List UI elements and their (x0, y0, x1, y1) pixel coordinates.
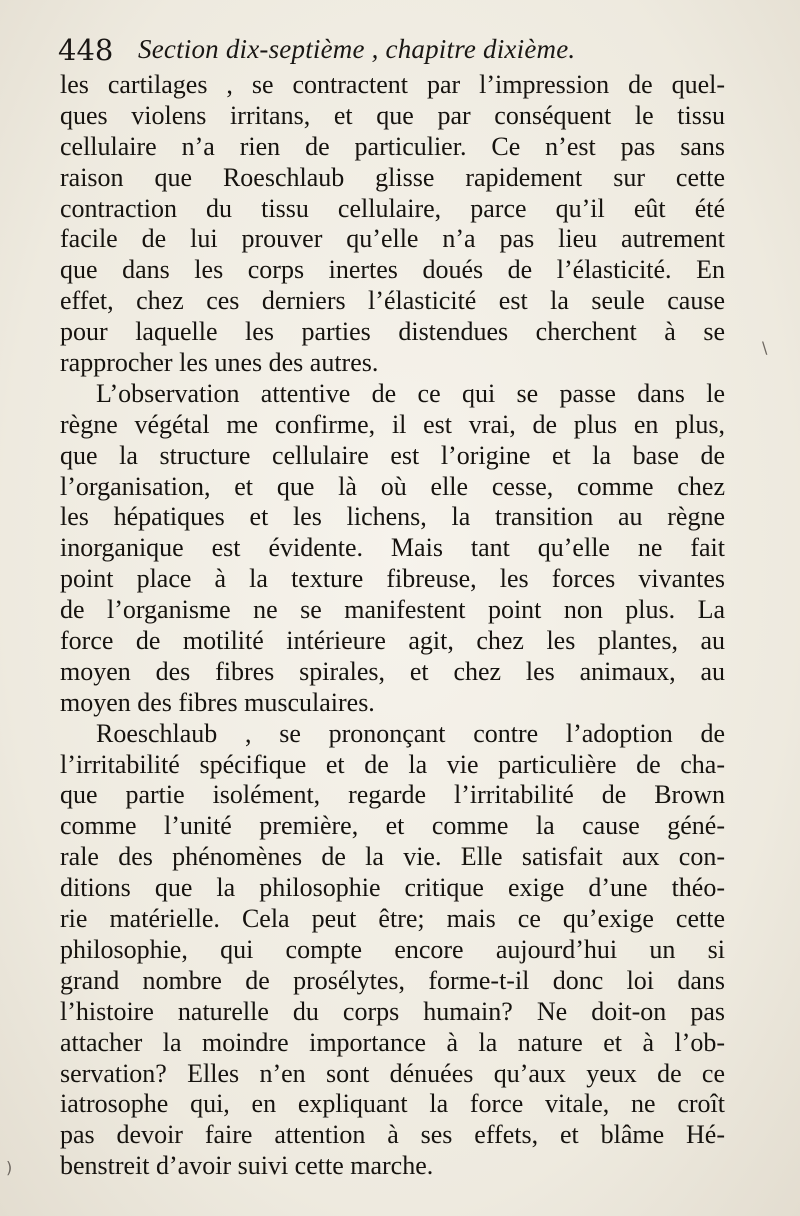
text-line: Roeschlaub , se prononçant contre l’adoption de (96, 718, 725, 748)
text-line: servation? Elles n’en sont dénuées qu’aux yeux de ce (60, 1058, 725, 1088)
text-line: l’irritabilité spécifique et de la vie particulière de cha- (60, 749, 725, 779)
text-line: force de motilité intérieure agit, chez les plantes, au (60, 626, 725, 656)
page-edge-mark: ) (6, 1158, 13, 1177)
text-line: que dans les corps inertes doués de l’élasticité. En (60, 255, 725, 285)
text-line: comme l’unité première, et comme la cause géné- (60, 811, 725, 841)
text-line: pour laquelle les parties distendues cherchent à se (60, 317, 725, 347)
text-line: pas devoir faire attention à ses effets, et blâme Hé- (60, 1120, 725, 1150)
text-line: contraction du tissu cellulaire, parce qu’il eût été (60, 193, 725, 223)
page-edge-mark: \ (762, 338, 768, 357)
text-line: inorganique est évidente. Mais tant qu’elle ne fait (60, 533, 725, 563)
text-line: l’histoire naturelle du corps humain? Ne doit-on pas (60, 996, 725, 1026)
text-line: grand nombre de prosélytes, forme-t-il donc loi dans (60, 965, 725, 995)
text-line: philosophie, qui compte encore aujourd’hui un si (60, 934, 725, 964)
text-line: L’observation attentive de ce qui se passe dans le (96, 378, 725, 408)
text-line: benstreit d’avoir suivi cette marche. (60, 1151, 434, 1181)
page-body (60, 70, 725, 1182)
text-line: l’organisation, et que là où elle cesse, comme chez (60, 471, 725, 501)
text-line: de l’organisme ne se manifestent point non plus. La (60, 595, 725, 625)
text-line: règne végétal me confirme, il est vrai, de plus en plus, (60, 409, 725, 439)
text-line: moyen des fibres spirales, et chez les animaux, au (60, 656, 725, 686)
text-line: attacher la moindre importance à la nature et à l’ob- (60, 1027, 725, 1057)
text-line: point place à la texture fibreuse, les forces vivantes (60, 564, 725, 594)
text-line: rapprocher les unes des autres. (60, 348, 379, 378)
page-header (58, 33, 738, 73)
text-line: que partie isolément, regarde l’irritabilité de Brown (60, 780, 725, 810)
text-line: moyen des fibres musculaires. (60, 687, 375, 717)
text-line: les cartilages , se contractent par l’impression de quel- (60, 70, 725, 99)
text-line: cellulaire n’a rien de particulier. Ce n’est pas sans (60, 131, 725, 161)
text-line: les hépatiques et les lichens, la transition au règne (60, 502, 725, 532)
text-line: que la structure cellulaire est l’origine et la base de (60, 440, 725, 470)
page-number: 448 (58, 33, 114, 67)
text-line: ditions que la philosophie critique exige d’une théo- (60, 873, 725, 903)
text-line: effet, chez ces derniers l’élasticité est la seule cause (60, 286, 725, 316)
running-head: Section dix-septième , chapitre dixième. (138, 34, 576, 64)
text-line: facile de lui prouver qu’elle n’a pas lieu autrement (60, 224, 725, 254)
text-line: iatrosophe qui, en expliquant la force vitale, ne croît (60, 1089, 725, 1119)
text-line: rie matérielle. Cela peut être; mais ce qu’exige cette (60, 904, 725, 934)
text-line: raison que Roeschlaub glisse rapidement sur cette (60, 162, 725, 192)
text-line: ques violens irritans, et que par conséquent le tissu (60, 100, 725, 130)
text-line: rale des phénomènes de la vie. Elle satisfait aux con- (60, 842, 725, 872)
